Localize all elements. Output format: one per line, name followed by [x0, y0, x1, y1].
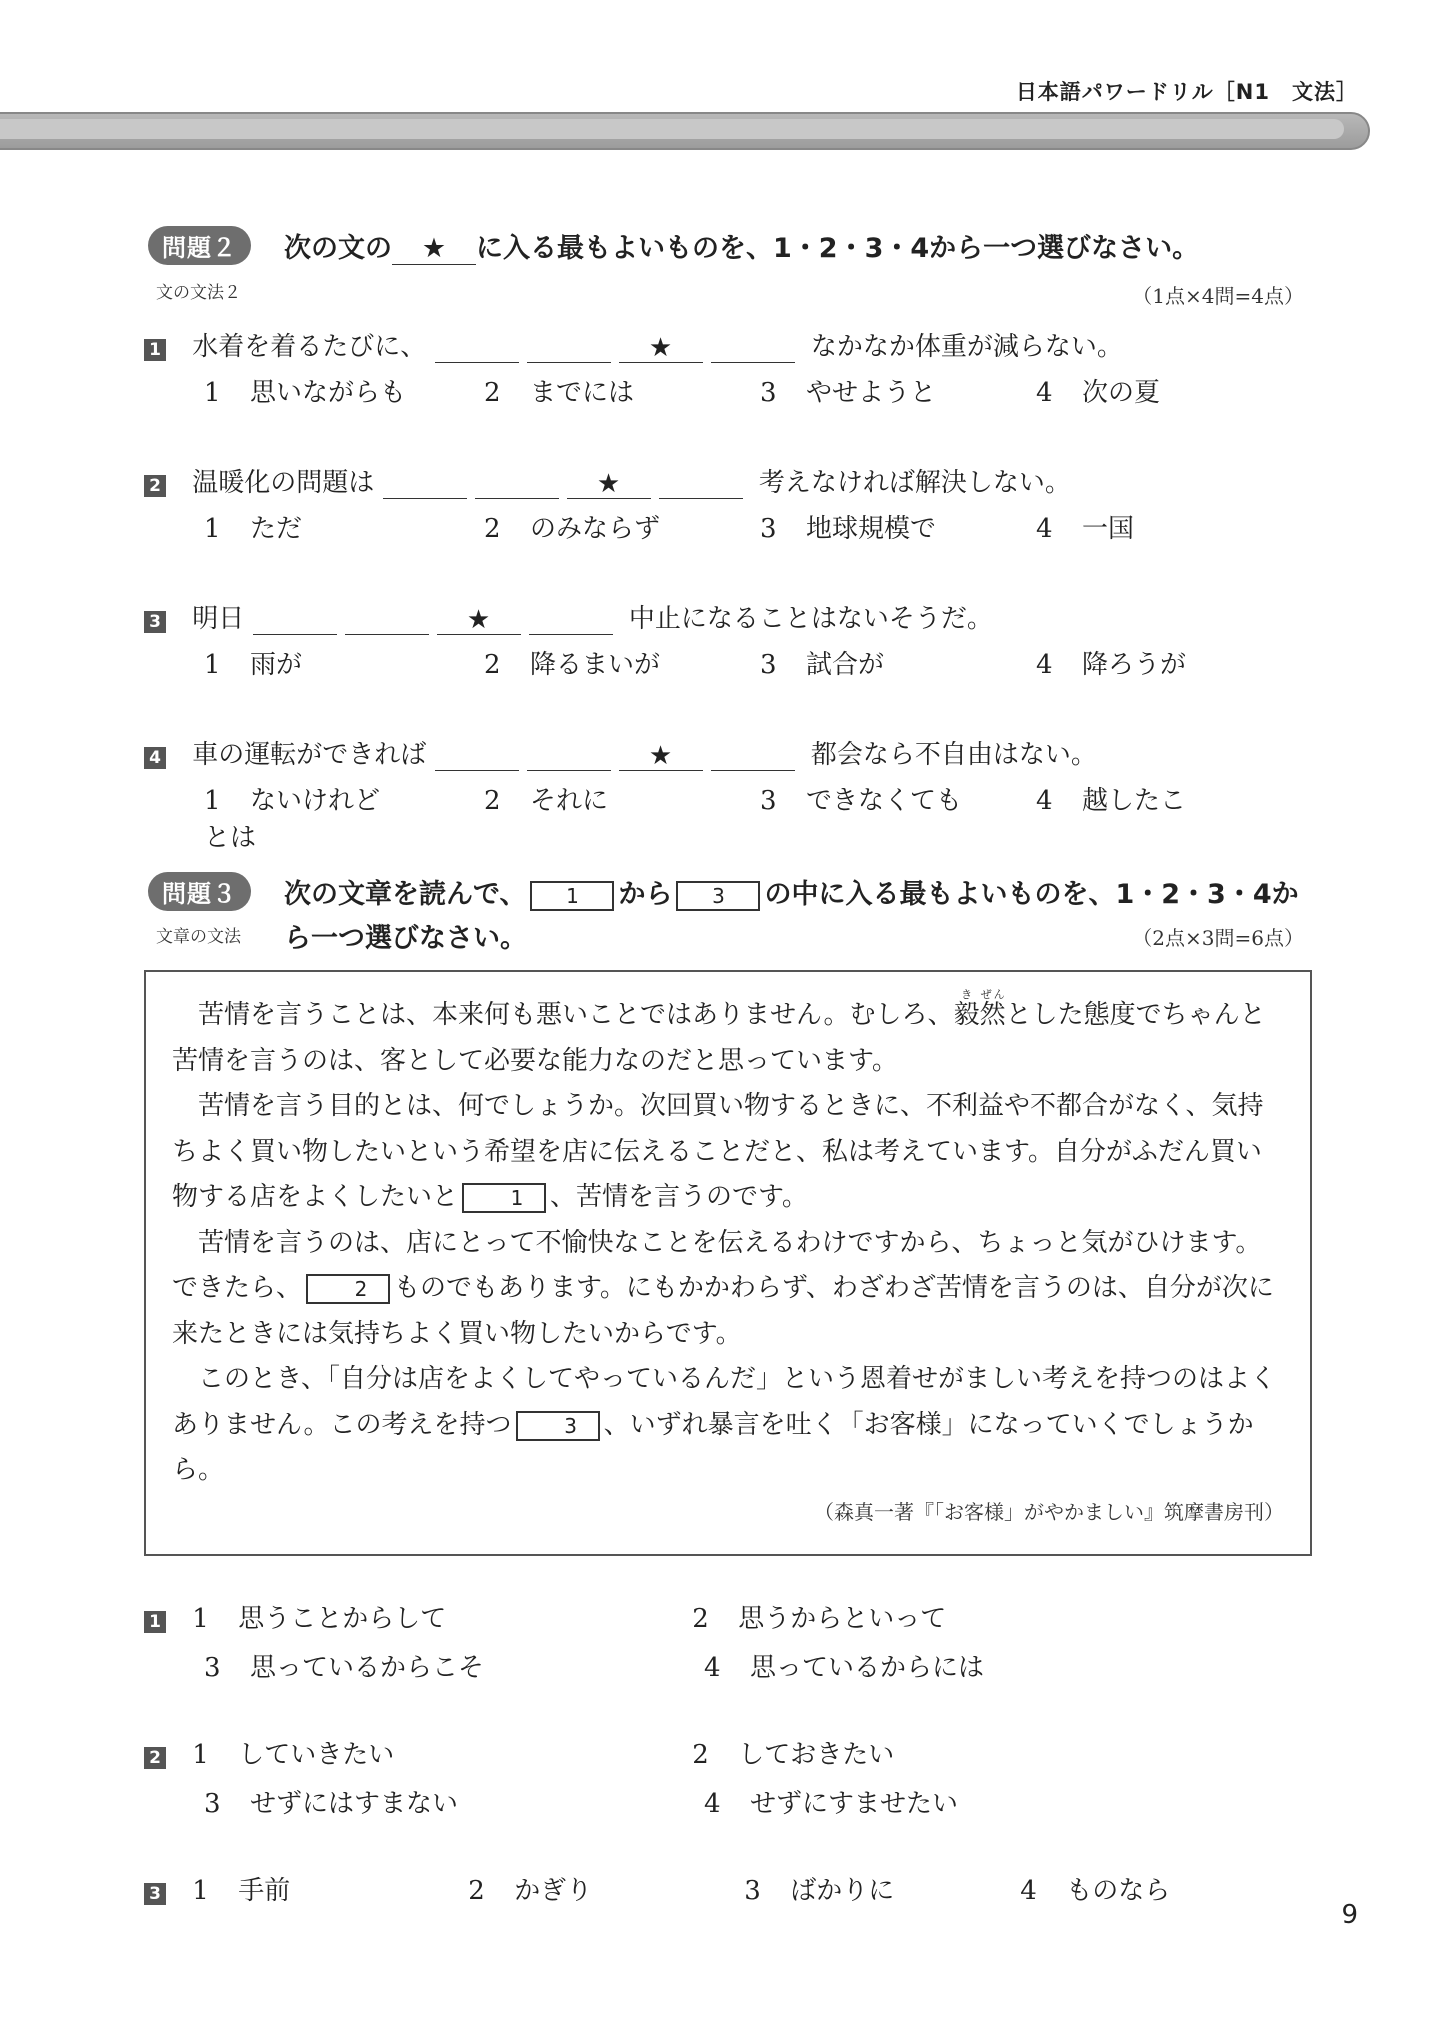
question-number: 1: [144, 339, 166, 361]
option-text: 思っているからには: [750, 1653, 985, 1683]
option[interactable]: [704, 1789, 958, 1819]
option-number: 3: [760, 514, 777, 544]
option-number: 3: [744, 1876, 761, 1906]
section3-points: （2点×3問=6点）: [1132, 926, 1304, 950]
option-number: 1: [204, 514, 221, 544]
option-number: 2: [692, 1740, 709, 1770]
question-number: 2: [144, 475, 166, 497]
question-text: 明日: [192, 604, 245, 634]
option-text: やせようと: [806, 378, 937, 408]
star-blank: [392, 233, 476, 265]
question-text: なかなか体重が減らない。: [810, 332, 1123, 362]
question-row: [144, 326, 1123, 363]
option-number: 3: [204, 1653, 221, 1683]
option[interactable]: [1020, 1876, 1170, 1906]
blank-number-box: 1: [530, 881, 614, 911]
option-text: 思っているからこそ: [250, 1653, 485, 1683]
s3-question-1: [144, 1598, 1244, 1684]
section2-instruction: [284, 226, 1199, 265]
passage-sentence: このとき、「自分は店をよくしてやっているんだ」という恩着せがましい考えを持つのはよくありません。この考えを持つ: [172, 1364, 1276, 1440]
ruby-kanji: [979, 988, 1006, 1030]
option[interactable]: [204, 508, 484, 545]
option[interactable]: [484, 780, 760, 817]
passage-paragraph: [172, 988, 1282, 1084]
answer-blank[interactable]: [711, 336, 795, 363]
answer-blank[interactable]: [383, 472, 467, 499]
option[interactable]: [1036, 650, 1186, 680]
passage-sentence: とした態度でちゃんと苦情を言うのは、客として必要な能力なのだと思っています。: [172, 1000, 1266, 1076]
answer-blank[interactable]: [711, 744, 795, 771]
section3-badge: 問題３: [148, 872, 251, 911]
passage-text: [172, 988, 1282, 1494]
question-row: [144, 462, 1071, 499]
option-text: ばかりに: [790, 1876, 895, 1906]
star-icon: ★: [421, 233, 447, 264]
passage-sentence: 苦情を言う目的とは、何でしょうか。次回買い物するときに、不利益や不都合がなく、気持ちよく買い物したいという希望を店に伝えることだと、私は考えています。自分がふだん買い物する店をよくしたいと: [172, 1091, 1264, 1212]
section3-instruction: [284, 872, 1299, 911]
passage-sentence: 、苦情を言うのです。: [550, 1182, 808, 1212]
option-text: 降るまいが: [530, 650, 661, 680]
option-text: できなくても: [806, 786, 963, 816]
option-number: 4: [1036, 378, 1053, 408]
section2-sub-label: 文の文法２: [156, 283, 241, 303]
option[interactable]: [1036, 378, 1160, 408]
question-number: 2: [144, 1747, 166, 1769]
option-text: 試合が: [806, 650, 885, 680]
passage-paragraph: [172, 1357, 1282, 1494]
blank-number-box[interactable]: 1: [462, 1183, 546, 1213]
option-number: 2: [484, 786, 501, 816]
option-number: 2: [484, 514, 501, 544]
option[interactable]: [484, 508, 760, 545]
option-number: 4: [1036, 514, 1053, 544]
question-text: 水着を着るたびに、: [192, 332, 427, 362]
option-number: 3: [204, 1789, 221, 1819]
answer-blank-star[interactable]: ★: [619, 336, 703, 363]
question-row: [144, 734, 1097, 771]
options-row: [204, 508, 1204, 545]
question-text: 考えなければ解決しない。: [758, 468, 1071, 498]
ruby-reading: ぜん: [979, 988, 1006, 1001]
option[interactable]: [204, 1647, 704, 1684]
answer-blank-star[interactable]: ★: [619, 744, 703, 771]
s3-question-3: [144, 1870, 1244, 1907]
option-text: ないけれど: [250, 786, 381, 816]
question-text: 都会なら不自由はない。: [810, 740, 1097, 770]
option-text: 思うことからして: [238, 1604, 447, 1634]
answer-blank[interactable]: [659, 472, 743, 499]
option-number: 1: [204, 786, 221, 816]
option[interactable]: [692, 1740, 894, 1770]
question-number: 1: [144, 1611, 166, 1633]
section3-sub-label: 文章の文法: [156, 927, 241, 947]
answer-blank[interactable]: [529, 608, 613, 635]
option-number: 1: [192, 1604, 209, 1634]
instruction-text: 次の文章を読んで、: [284, 879, 527, 910]
ruby-base: 然: [979, 1000, 1006, 1030]
option-text: しておきたい: [738, 1740, 895, 1770]
option-text: していきたい: [238, 1740, 395, 1770]
question-number: 3: [144, 611, 166, 633]
option-text: ただ: [250, 514, 303, 544]
option-text: のみならず: [530, 514, 661, 544]
option-number: 4: [704, 1789, 721, 1819]
answer-blank[interactable]: [527, 336, 611, 363]
option[interactable]: [484, 372, 760, 409]
option[interactable]: [204, 1783, 704, 1820]
instruction-text: の中に入る最もよいものを、1・2・3・4か: [764, 879, 1299, 910]
option-text: 地球規模で: [806, 514, 937, 544]
ruby-kanji: [953, 988, 980, 1030]
option-number: 2: [468, 1876, 485, 1906]
passage-sentence: 苦情を言うのは、店にとって不愉快なことを伝えるわけですから、ちょっと気がひけます。できたら、: [172, 1227, 1262, 1303]
option[interactable]: [744, 1870, 1020, 1907]
passage-sentence: 苦情を言うことは、本来何も悪いことではありません。むしろ、: [198, 1000, 954, 1030]
question-number: 3: [144, 1883, 166, 1905]
options-row: [204, 372, 1204, 409]
option[interactable]: [760, 780, 1036, 817]
option-number: 3: [760, 650, 777, 680]
options-row: [204, 644, 1204, 681]
option-number: 3: [760, 786, 777, 816]
option[interactable]: [468, 1870, 744, 1907]
option[interactable]: [760, 508, 1036, 545]
option-text: せずにはすまない: [250, 1789, 459, 1819]
answer-blank[interactable]: [435, 744, 519, 771]
passage-paragraph: [172, 1221, 1282, 1358]
answer-blank-star[interactable]: ★: [567, 472, 651, 499]
option-number: 4: [1020, 1876, 1037, 1906]
answer-blank[interactable]: [527, 744, 611, 771]
question-text: 温暖化の問題は: [192, 468, 375, 498]
s3-question-2: [144, 1734, 1244, 1820]
section3-instruction-line2: ら一つ選びなさい。: [284, 923, 527, 954]
blank-number-box: 3: [676, 881, 760, 911]
section2-points: （1点×4問=4点）: [1132, 284, 1304, 308]
option-number: 1: [204, 650, 221, 680]
option-text: 雨が: [250, 650, 303, 680]
option[interactable]: [760, 372, 1036, 409]
option[interactable]: [204, 372, 484, 409]
answer-blank[interactable]: [475, 472, 559, 499]
option-text: それに: [530, 786, 609, 816]
option-text: 一国: [1082, 514, 1135, 544]
question-row: [144, 598, 993, 635]
option[interactable]: [192, 1870, 468, 1907]
option-text: 降ろうが: [1082, 650, 1187, 680]
ruby-base: 毅: [953, 1000, 980, 1030]
passage-source: （森真一著『「お客様」がやかましい』筑摩書房刊）: [814, 1500, 1284, 1524]
option[interactable]: [704, 1653, 984, 1683]
option[interactable]: [760, 644, 1036, 681]
option-number: 1: [192, 1740, 209, 1770]
header-band-highlight: [0, 119, 1344, 139]
blank-number-box[interactable]: 3: [516, 1411, 600, 1441]
option[interactable]: [484, 644, 760, 681]
option-number: 2: [484, 650, 501, 680]
option-text: までには: [530, 378, 635, 408]
answer-blank[interactable]: [435, 336, 519, 363]
answer-blank[interactable]: [345, 608, 429, 635]
option-number: 4: [1036, 650, 1053, 680]
instruction-text: に入る最もよいものを、1・2・3・4から一つ選びなさい。: [476, 233, 1200, 264]
section2-badge: 問題２: [148, 226, 251, 265]
option-number: 4: [704, 1653, 721, 1683]
section2-header: [148, 226, 251, 265]
ruby-reading: き: [953, 988, 980, 1001]
option-text: 手前: [238, 1876, 291, 1906]
instruction-text: から: [618, 879, 673, 910]
option[interactable]: [192, 1598, 692, 1635]
option[interactable]: [192, 1734, 692, 1771]
option-text: ものなら: [1066, 1876, 1171, 1906]
option-number: 2: [692, 1604, 709, 1634]
option[interactable]: [204, 644, 484, 681]
options-row: [204, 780, 1204, 854]
instruction-text: 次の文の: [284, 233, 392, 264]
option-text: 次の夏: [1082, 378, 1161, 408]
book-title: 日本語パワードリル［N1 文法］: [1015, 80, 1358, 104]
question-text: 車の運転ができれば: [192, 740, 427, 770]
option-number: 4: [1036, 786, 1053, 816]
page-number: 9: [1341, 1900, 1358, 1930]
passage-sentence: 、いずれ暴言を吐く「お客様」になっていくでしょうから。: [172, 1409, 1254, 1485]
option[interactable]: [1036, 514, 1134, 544]
option-number: 3: [760, 378, 777, 408]
question-text: 中止になることはないそうだ。: [628, 604, 993, 634]
question-number: 4: [144, 747, 166, 769]
section3-header: [148, 872, 251, 911]
option-number: 1: [192, 1876, 209, 1906]
option[interactable]: [204, 780, 484, 817]
answer-blank[interactable]: [253, 608, 337, 635]
option[interactable]: [692, 1604, 946, 1634]
option-text: せずにすませたい: [750, 1789, 959, 1819]
option-text: 思うからといって: [738, 1604, 947, 1634]
passage-paragraph: [172, 1084, 1282, 1221]
option-number: 2: [484, 378, 501, 408]
option-text: 思いながらも: [250, 378, 407, 408]
blank-number-box[interactable]: 2: [306, 1274, 390, 1304]
option-number: 1: [204, 378, 221, 408]
option-text: 越したことは: [204, 786, 1187, 853]
answer-blank-star[interactable]: ★: [437, 608, 521, 635]
passage-sentence: ものでもあります。にもかかわらず、わざわざ苦情を言うのは、自分が次に来たときには気持ちよく買い物したいからです。: [172, 1273, 1274, 1349]
option-text: かぎり: [514, 1876, 593, 1906]
